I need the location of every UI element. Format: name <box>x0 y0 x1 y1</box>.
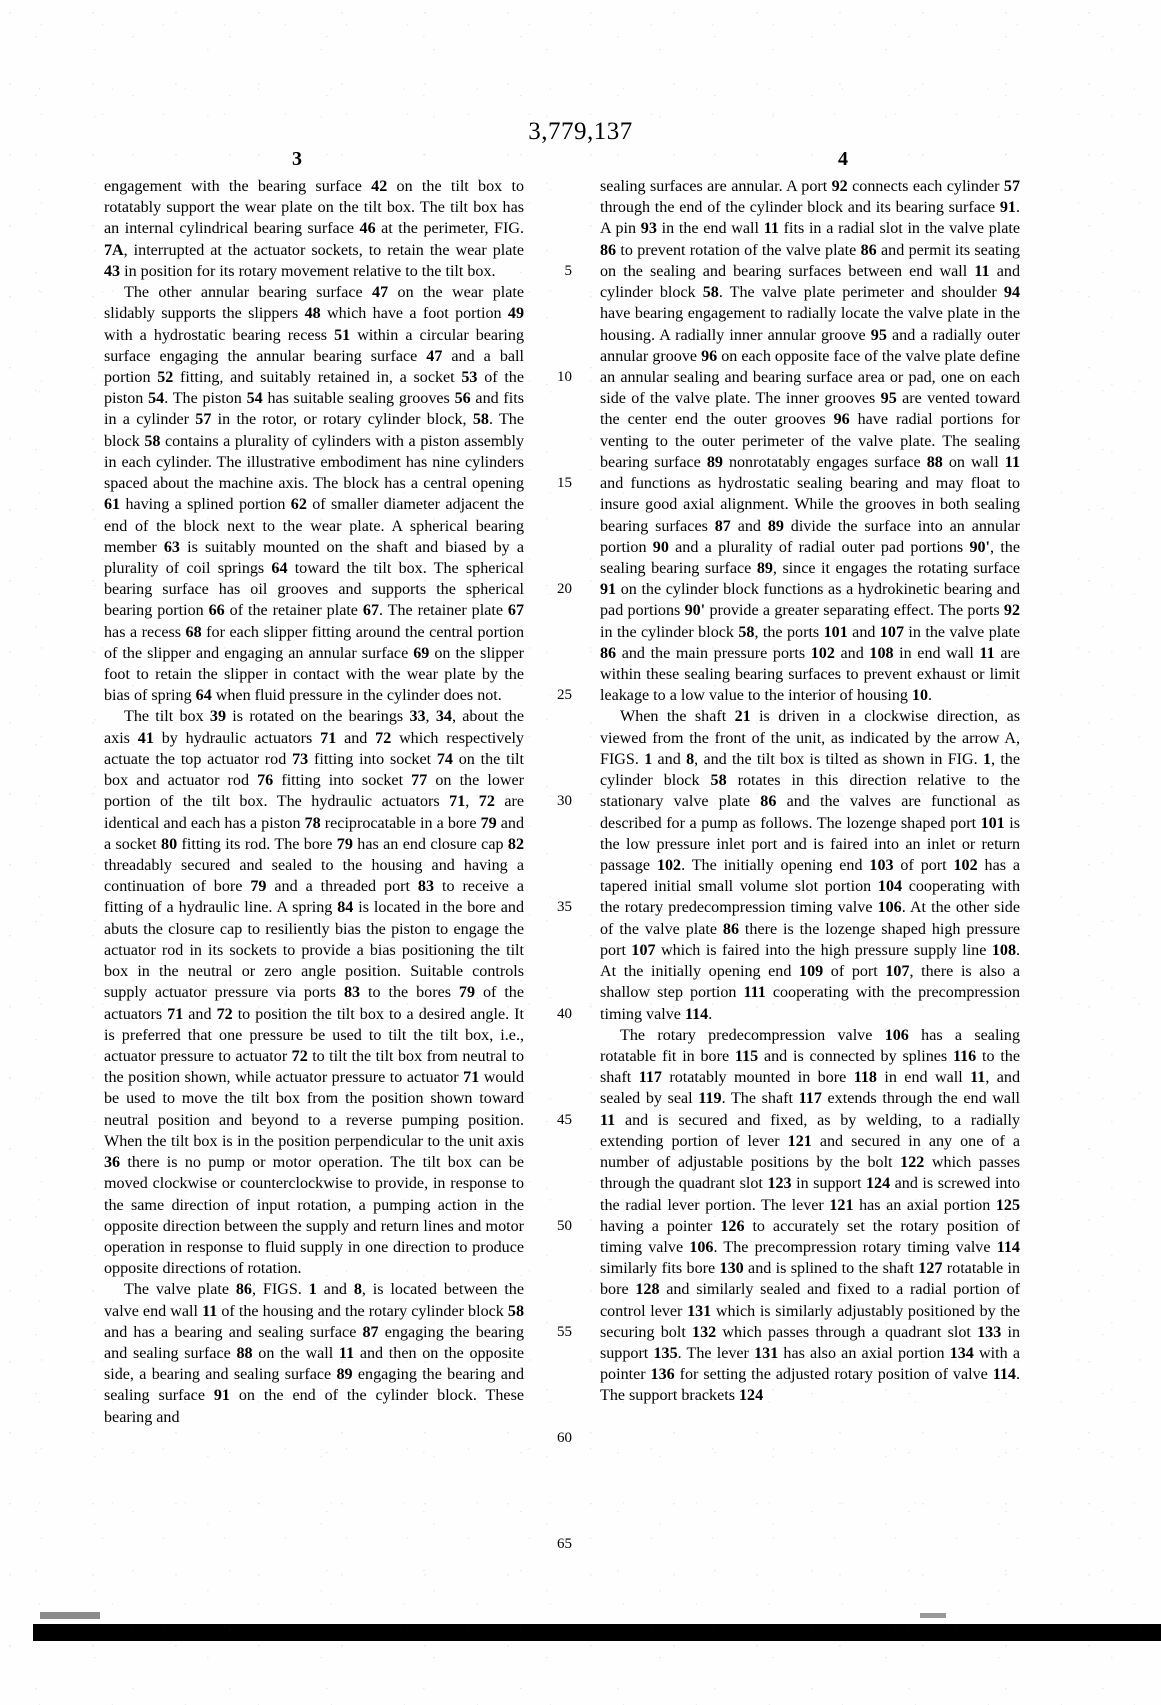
body-paragraph: The other annular bearing surface 47 on the wear plate slidably supports the slippers 48 which have a foot portion 49 with a hydrostatic bearing recess 51 within a circular bearing surface engaging the annular bearing surface 47 and a ball portion 52 fitting, and suitably retained in, a socket 53 of the piston 54. The piston 54 has suitable sealing grooves 56 and fits in a cylinder 57 in the rotor, or rotary cylinder block, 58. The block 58 contains a plurality of cylinders with a piston assembly in each cylinder. The illustrative embodiment has nine cylinders spaced about the machine axis. The block has a central opening 61 having a splined portion 62 of smaller diameter adjacent the end of the block next to the wear plate. A spherical bearing member 63 is suitably mounted on the shaft and biased by a plurality of coil springs 64 toward the tilt box. The spherical bearing surface has oil grooves and supports the spherical bearing portion 66 of the retainer plate 67. The retainer plate 67 has a recess 68 for each slipper fitting around the central portion of the slipper and engaging an annular surface 69 on the slipper foot to retain the slipper in contact with the wear plate by the bias of spring 64 when fluid pressure in the cylinder does not. <box>104 284 525 705</box>
body-paragraph: When the shaft 21 is driven in a clockwise direction, as viewed from the front of the unit, as indicated by the arrow A, FIGS. 1 and 8, and the tilt box is tilted as shown in FIG. 1, the cylinder block 58 rotates in this direction relative to the stationary valve plate 86 and the valves are functional as described for a pump as follows. The lozenge shaped port 101 is the low pressure inlet port and is faired into an inlet or return passage 102. The initially opening end 103 of port 102 has a tapered initial small volume slot portion 104 cooperating with the rotary predecompression timing valve 106. At the other side of the valve plate 86 there is the lozenge shaped high pressure port 107 which is faired into the high pressure supply line 108. At the initially opening end 109 of port 107, there is also a shallow step portion 111 cooperating with the precompression timing valve 114. <box>600 708 1021 1023</box>
scan-artifact-bar <box>33 1624 1161 1641</box>
text-column-left <box>104 176 524 1428</box>
scan-artifact-smudge-right <box>920 1613 946 1618</box>
line-number: 40 <box>557 1005 572 1022</box>
body-paragraph: The valve plate 86, FIGS. 1 and 8, is located between the valve end wall 11 of the housing and the rotary cylinder block 58 and has a bearing and sealing surface 87 engaging the bearing and sealing surface 88 on the wall 11 and then on the opposite side, a bearing and sealing surface 89 engaging the bearing and sealing surface 91 on the end of the cylinder block. These bearing and <box>104 1281 524 1426</box>
line-number: 30 <box>557 793 572 810</box>
scan-artifact-smudge-left <box>40 1612 100 1619</box>
line-number: 15 <box>557 475 572 492</box>
line-number: 45 <box>557 1111 572 1128</box>
body-paragraph: The rotary predecompression valve 106 has a sealing rotatable fit in bore 115 and is connected by splines 116 to the shaft 117 rotatably mounted in bore 118 in end wall 11, and sealed by seal 119. The shaft 117 extends through the end wall 11 and is secured and fixed, as by welding, to a radially extending portion of lever 121 and secured in any one of a number of adjustable positions by the bolt 122 which passes through the quadrant slot 123 in support 124 and is screwed into the radial lever portion. The lever 121 has an axial portion 125 having a pointer 126 to accurately set the rotary position of timing valve 106. The precompression rotary timing valve 114 similarly fits bore 130 and is splined to the shaft 127 rotatable in bore 128 and similarly sealed and fixed to a radial portion of control lever 131 which is similarly adjustably positioned by the securing bolt 132 which passes through a quadrant slot 133 in support 135. The lever 131 has also an axial portion 134 with a pointer 136 for setting the adjusted rotary position of valve 114. The support brackets 124 <box>600 1026 1021 1405</box>
line-number: 50 <box>557 1217 572 1234</box>
body-paragraph: engagement with the bearing surface 42 on the tilt box to rotatably support the wear plate on the tilt box. The tilt box has an internal cylindrical bearing surface 46 at the perimeter, FIG. 7A, interrupted at the actuator sockets, to retain the wear plate 43 in position for its rotary movement relative to the tilt box. <box>104 178 524 280</box>
body-paragraph: The tilt box 39 is rotated on the bearings 33, 34, about the axis 41 by hydraulic actuators 71 and 72 which respectively actuate the top actuator rod 73 fitting into socket 74 on the tilt box and actuator rod 76 fitting into socket 77 on the lower portion of the tilt box. The hydraulic actuators 71, 72 are identical and each has a piston 78 reciprocatable in a bore 79 and a socket 80 fitting its rod. The bore 79 has an end closure cap 82 threadably secured and sealed to the housing and having a continuation of bore 79 and a threaded port 83 to receive a fitting of a hydraulic line. A spring 84 is located in the bore and abuts the closure cap to resiliently bias the piston to engage the actuator rod in its sockets to provide a bias positioning the tilt box in the neutral or zero angle position. Suitable controls supply actuator pressure via ports 83 to the bores 79 of the actuators 71 and 72 to position the tilt box to a desired angle. It is preferred that one pressure be used to tilt the tilt box, i.e., actuator pressure to actuator 72 to tilt the tilt box from neutral to the position shown, while actuator pressure to actuator 71 would be used to move the tilt box from the position shown toward neutral position and beyond to a reverse pumping position. When the tilt box is in the position perpendicular to the unit axis 36 there is no pump or motor operation. The tilt box can be moved clockwise or counterclockwise to provide, in response to the same direction of input rotation, a pumping action in the opposite direction between the supply and return lines and motor operation in response to fluid supply in one direction to produce opposite directions of rotation. <box>104 708 525 1278</box>
line-number: 60 <box>557 1429 572 1446</box>
body-paragraph: sealing surfaces are annular. A port 92 connects each cylinder 57 through the end of the cylinder block and its bearing surface 91. A pin 93 in the end wall 11 fits in a radial slot in the valve plate 86 to prevent rotation of the valve plate 86 and permit its seating on the sealing and bearing surfaces between end wall 11 and cylinder block 58. The valve plate perimeter and shoulder 94 have bearing engagement to radially locate the valve plate in the housing. A radially inner annular groove 95 and a radially outer annular groove 96 on each opposite face of the valve plate define an annular sealing and bearing surface area or pad, one on each side of the valve plate. The inner grooves 95 are vented toward the center end the outer grooves 96 have radial portions for venting to the outer perimeter of the valve plate. The sealing bearing surface 89 nonrotatably engages surface 88 on wall 11 and functions as hydrostatic sealing bearing and may float to insure good axial alignment. While the grooves in both sealing bearing surfaces 87 and 89 divide the surface into an annular portion 90 and a plurality of radial outer pad portions 90', the sealing bearing surface 89, since it engages the rotating surface 91 on the cylinder block functions as a hydrokinetic bearing and pad portions 90' provide a greater separating effect. The ports 92 in the cylinder block 58, the ports 101 and 107 in the valve plate 86 and the main pressure ports 102 and 108 in end wall 11 are within these sealing bearing surfaces to prevent exhaust or limit leakage to a low value to the interior of housing 10. <box>600 178 1021 705</box>
line-number: 10 <box>557 368 572 385</box>
line-number: 25 <box>557 687 572 704</box>
line-number: 5 <box>564 262 572 279</box>
line-number: 35 <box>557 899 572 916</box>
line-number: 55 <box>557 1323 572 1340</box>
column-number-left: 3 <box>292 148 302 170</box>
line-number: 65 <box>557 1536 572 1553</box>
text-column-right <box>600 176 1020 1407</box>
line-number: 20 <box>557 581 572 598</box>
column-number-right: 4 <box>838 148 848 170</box>
patent-number: 3,779,137 <box>528 118 633 145</box>
